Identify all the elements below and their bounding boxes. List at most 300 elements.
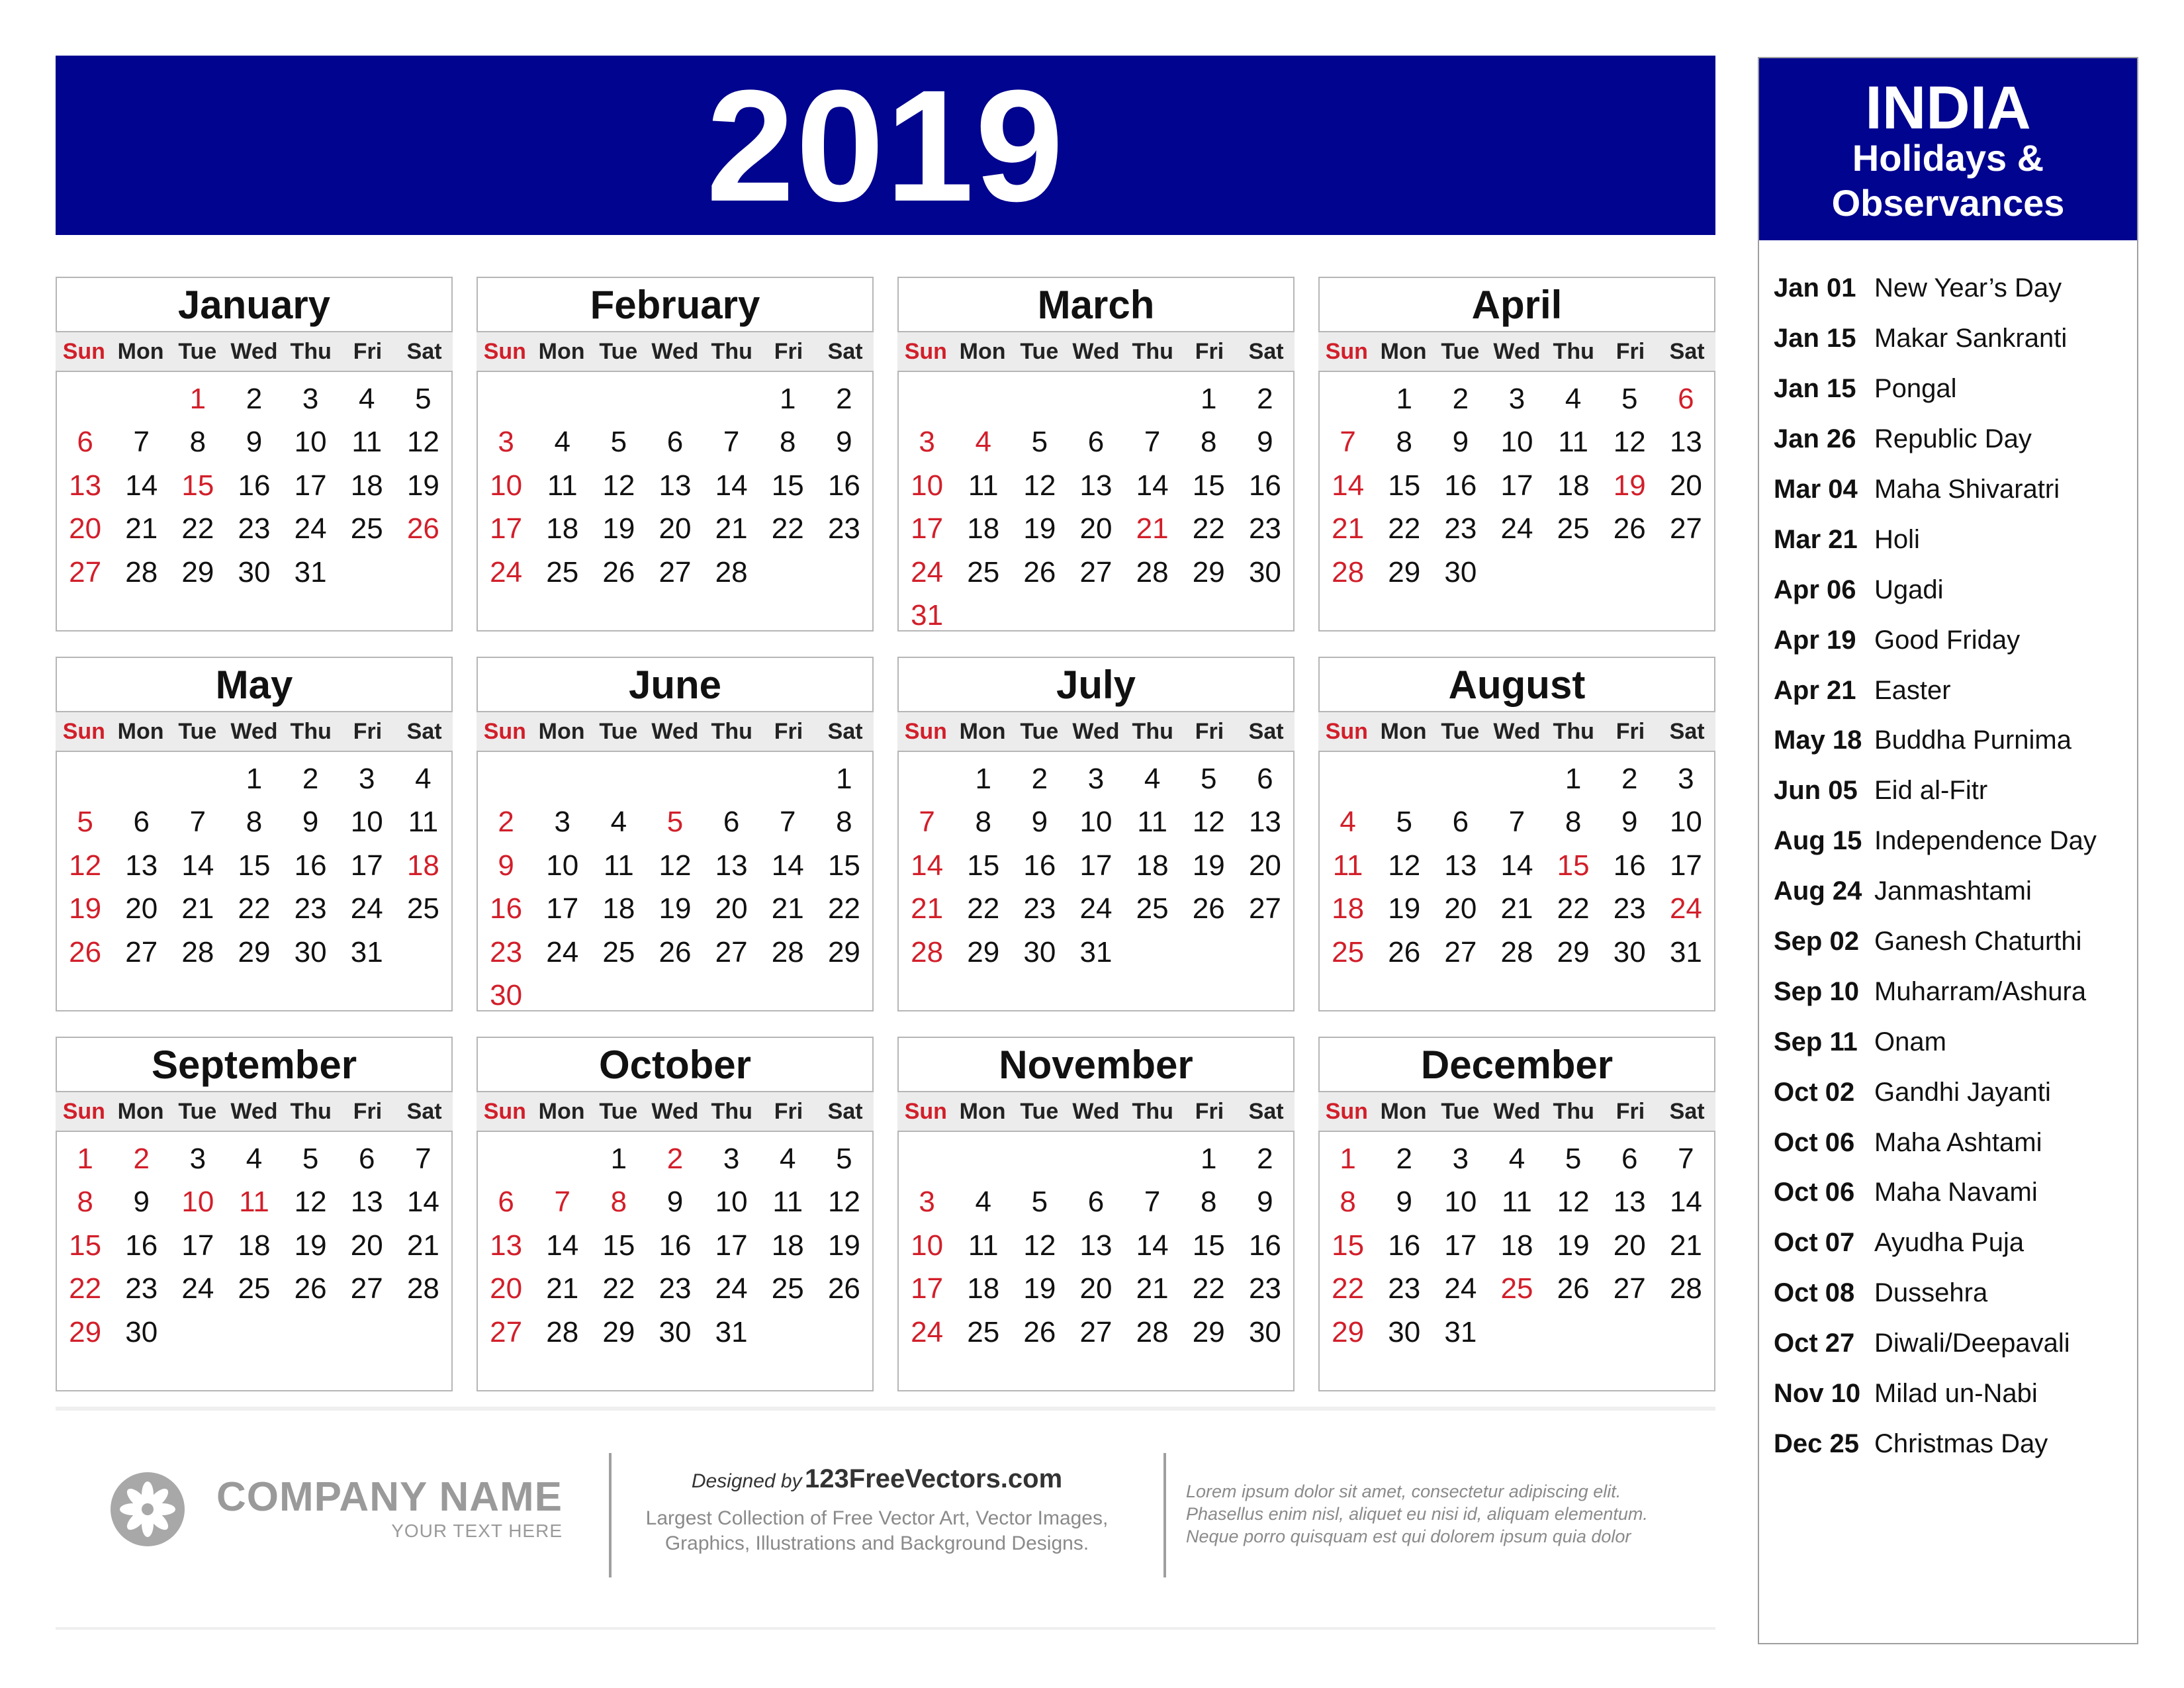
day-cell: 7 bbox=[1508, 806, 1525, 839]
day-cell: 26 bbox=[1557, 1272, 1590, 1305]
weekday-label: Wed bbox=[1072, 338, 1120, 364]
weekday-label: Thu bbox=[711, 1098, 752, 1124]
day-cell: 3 bbox=[359, 762, 375, 795]
day-grid bbox=[478, 377, 872, 594]
day-cell: 4 bbox=[610, 806, 627, 839]
day-cell: 7 bbox=[723, 426, 740, 459]
holiday-row bbox=[1759, 1017, 2137, 1067]
day-cell: 15 bbox=[1192, 1229, 1225, 1262]
weekday-header-row bbox=[56, 712, 453, 751]
holiday-name: Republic Day bbox=[1874, 424, 2032, 454]
weekday-label: Mon bbox=[959, 718, 1006, 744]
holiday-date: Aug 15 bbox=[1774, 826, 1862, 856]
day-blank bbox=[1011, 1137, 1068, 1181]
day-cell: 14 bbox=[1669, 1186, 1702, 1219]
day-cell: 12 bbox=[1023, 469, 1056, 502]
day-cell: 17 bbox=[1079, 849, 1113, 882]
day-cell: 4 bbox=[554, 426, 570, 459]
weekday-label: Tue bbox=[178, 338, 217, 364]
day-grid bbox=[57, 377, 451, 594]
weekday-label: Sun bbox=[904, 338, 947, 364]
day-cell: 11 bbox=[1502, 1186, 1532, 1219]
day-cell: 16 bbox=[827, 469, 860, 502]
holiday-row bbox=[1759, 665, 2137, 716]
day-cell: 23 bbox=[1388, 1272, 1421, 1305]
holiday-name: Gandhi Jayanti bbox=[1874, 1077, 2051, 1107]
day-cell: 1 bbox=[780, 382, 796, 415]
day-blank bbox=[1068, 1137, 1124, 1181]
day-cell: 14 bbox=[1136, 1229, 1169, 1262]
weekday-header-row bbox=[477, 332, 874, 371]
holiday-date: Jan 26 bbox=[1774, 424, 1856, 454]
day-blank bbox=[113, 757, 169, 801]
holiday-row bbox=[1759, 514, 2137, 565]
day-cell: 16 bbox=[125, 1229, 158, 1262]
designer-description-line: Largest Collection of Free Vector Art, Vector Images, bbox=[645, 1507, 1109, 1529]
day-cell: 20 bbox=[1613, 1229, 1646, 1262]
day-cell: 20 bbox=[715, 892, 748, 925]
holiday-date: Nov 10 bbox=[1774, 1379, 1861, 1409]
day-cell: 13 bbox=[350, 1186, 383, 1219]
weekday-label: Thu bbox=[1553, 338, 1594, 364]
day-cell: 8 bbox=[1201, 1186, 1217, 1219]
day-blank bbox=[899, 757, 955, 801]
weekday-label: Fri bbox=[353, 338, 383, 364]
weekday-label: Tue bbox=[1441, 1098, 1480, 1124]
weekday-header-row bbox=[1318, 1092, 1715, 1131]
day-grid bbox=[899, 757, 1293, 974]
day-blank bbox=[169, 757, 226, 801]
weekday-label: Wed bbox=[1072, 718, 1120, 744]
day-grid bbox=[1320, 757, 1714, 974]
day-cell: 17 bbox=[490, 512, 523, 545]
day-cell: 25 bbox=[967, 555, 1000, 588]
weekday-label: Tue bbox=[1020, 718, 1059, 744]
holiday-name: Ugadi bbox=[1874, 575, 1944, 604]
day-cell: 6 bbox=[1678, 382, 1694, 415]
day-cell: 4 bbox=[975, 426, 991, 459]
weekday-label: Sat bbox=[827, 1098, 863, 1124]
footer-divider-top bbox=[56, 1407, 1715, 1411]
weekday-label: Sun bbox=[62, 718, 105, 744]
month-title: January bbox=[56, 277, 453, 332]
day-cell: 18 bbox=[406, 849, 439, 882]
holiday-name: Makar Sankranti bbox=[1874, 324, 2068, 353]
day-cell: 7 bbox=[1144, 1186, 1161, 1219]
holiday-name: Maha Ashtami bbox=[1874, 1127, 2042, 1157]
day-cell: 9 bbox=[836, 426, 852, 459]
weekday-label: Wed bbox=[230, 718, 278, 744]
weekday-label: Sat bbox=[1669, 1098, 1705, 1124]
day-cell: 2 bbox=[1257, 1142, 1273, 1175]
day-cell: 3 bbox=[554, 806, 570, 839]
day-cell: 29 bbox=[238, 935, 271, 968]
day-cell: 11 bbox=[968, 469, 999, 502]
day-cell: 12 bbox=[1192, 806, 1225, 839]
holiday-row bbox=[1759, 414, 2137, 465]
day-cell: 19 bbox=[1023, 1272, 1056, 1305]
day-cell: 5 bbox=[1396, 806, 1412, 839]
day-cell: 4 bbox=[1144, 762, 1161, 795]
day-cell: 10 bbox=[911, 469, 944, 502]
month-may bbox=[56, 657, 453, 1011]
day-cell: 15 bbox=[238, 849, 271, 882]
weekday-label: Thu bbox=[1132, 1098, 1173, 1124]
weekday-label: Mon bbox=[117, 1098, 164, 1124]
month-november bbox=[897, 1037, 1295, 1391]
day-cell: 10 bbox=[350, 806, 383, 839]
day-cell: 19 bbox=[1023, 512, 1056, 545]
weekday-header-row bbox=[897, 332, 1295, 371]
day-cell: 29 bbox=[602, 1315, 635, 1348]
day-cell: 23 bbox=[238, 512, 271, 545]
day-cell: 16 bbox=[490, 892, 523, 925]
month-title: March bbox=[897, 277, 1295, 332]
day-cell: 20 bbox=[125, 892, 158, 925]
weekday-header-row bbox=[56, 332, 453, 371]
day-cell: 9 bbox=[1257, 1186, 1273, 1219]
weekday-label: Thu bbox=[290, 338, 332, 364]
day-cell: 11 bbox=[968, 1229, 999, 1262]
month-days-box bbox=[477, 371, 874, 632]
day-cell: 29 bbox=[827, 935, 860, 968]
day-cell: 15 bbox=[181, 469, 214, 502]
day-cell: 25 bbox=[350, 512, 383, 545]
weekday-header-row bbox=[56, 1092, 453, 1131]
day-cell: 14 bbox=[1500, 849, 1533, 882]
holiday-date: Mar 21 bbox=[1774, 524, 1858, 554]
month-title: February bbox=[477, 277, 874, 332]
day-cell: 21 bbox=[546, 1272, 579, 1305]
holiday-name: Good Friday bbox=[1874, 625, 2021, 655]
weekday-label: Tue bbox=[178, 1098, 217, 1124]
day-cell: 26 bbox=[659, 935, 692, 968]
day-cell: 14 bbox=[546, 1229, 579, 1262]
day-cell: 13 bbox=[715, 849, 748, 882]
day-cell: 30 bbox=[1613, 935, 1646, 968]
day-cell: 18 bbox=[967, 1272, 1000, 1305]
holiday-name: Buddha Purnima bbox=[1874, 726, 2071, 755]
day-cell: 4 bbox=[246, 1142, 263, 1175]
day-cell: 12 bbox=[294, 1186, 327, 1219]
weekday-header-row bbox=[897, 712, 1295, 751]
day-grid bbox=[57, 1137, 451, 1354]
year-title: 2019 bbox=[706, 56, 1065, 234]
holiday-date: Oct 02 bbox=[1774, 1077, 1855, 1107]
weekday-label: Thu bbox=[1553, 1098, 1594, 1124]
day-cell: 11 bbox=[772, 1186, 803, 1219]
day-cell: 2 bbox=[1031, 762, 1048, 795]
day-cell: 28 bbox=[546, 1315, 579, 1348]
holiday-date: Oct 06 bbox=[1774, 1127, 1855, 1157]
day-cell: 7 bbox=[415, 1142, 432, 1175]
day-cell: 23 bbox=[1023, 892, 1056, 925]
holiday-row bbox=[1759, 1218, 2137, 1268]
day-cell: 3 bbox=[723, 1142, 740, 1175]
day-cell: 2 bbox=[1621, 762, 1638, 795]
day-cell: 3 bbox=[919, 1186, 935, 1219]
day-cell: 2 bbox=[133, 1142, 150, 1175]
day-cell: 4 bbox=[1565, 382, 1582, 415]
day-blank bbox=[478, 377, 534, 421]
day-cell: 28 bbox=[771, 935, 804, 968]
weekday-label: Sat bbox=[1669, 718, 1705, 744]
month-days-box bbox=[56, 751, 453, 1011]
day-cell: 20 bbox=[490, 1272, 523, 1305]
day-cell: 1 bbox=[836, 762, 852, 795]
day-cell: 8 bbox=[1340, 1186, 1356, 1219]
day-cell: 27 bbox=[1669, 512, 1702, 545]
day-cell: 14 bbox=[771, 849, 804, 882]
weekday-label: Sat bbox=[827, 718, 863, 744]
day-cell: 10 bbox=[546, 849, 579, 882]
holiday-date: May 18 bbox=[1774, 726, 1862, 755]
holiday-row bbox=[1759, 716, 2137, 766]
day-cell: 3 bbox=[1678, 762, 1694, 795]
day-cell: 5 bbox=[415, 382, 432, 415]
day-grid bbox=[899, 1137, 1293, 1354]
footer-divider-left bbox=[609, 1453, 612, 1577]
day-cell: 26 bbox=[1613, 512, 1646, 545]
day-cell: 15 bbox=[1192, 469, 1225, 502]
day-cell: 28 bbox=[911, 935, 944, 968]
day-cell: 13 bbox=[125, 849, 158, 882]
day-blank bbox=[955, 377, 1011, 421]
day-cell: 5 bbox=[1565, 1142, 1582, 1175]
day-cell: 18 bbox=[771, 1229, 804, 1262]
day-cell: 28 bbox=[1500, 935, 1533, 968]
weekday-label: Tue bbox=[1020, 1098, 1059, 1124]
month-title: November bbox=[897, 1037, 1295, 1092]
day-cell: 21 bbox=[125, 512, 158, 545]
day-cell: 14 bbox=[1332, 469, 1365, 502]
day-blank bbox=[955, 1137, 1011, 1181]
day-cell: 22 bbox=[1557, 892, 1590, 925]
day-cell: 15 bbox=[602, 1229, 635, 1262]
month-april bbox=[1318, 277, 1715, 632]
weekday-header-row bbox=[477, 1092, 874, 1131]
day-cell: 5 bbox=[1201, 762, 1217, 795]
month-days-box bbox=[897, 751, 1295, 1011]
day-cell: 7 bbox=[780, 806, 796, 839]
day-cell: 19 bbox=[827, 1229, 860, 1262]
designer-site-link[interactable]: 123FreeVectors.com bbox=[805, 1464, 1063, 1493]
month-january bbox=[56, 277, 453, 632]
day-blank bbox=[760, 757, 816, 801]
day-cell: 15 bbox=[827, 849, 860, 882]
day-cell: 6 bbox=[1087, 426, 1105, 459]
day-cell: 14 bbox=[181, 849, 214, 882]
holiday-date: Oct 27 bbox=[1774, 1329, 1855, 1358]
day-cell: 2 bbox=[1452, 382, 1469, 415]
month-days-box bbox=[477, 751, 874, 1011]
day-cell: 12 bbox=[69, 849, 102, 882]
day-cell: 24 bbox=[294, 512, 327, 545]
day-cell: 22 bbox=[238, 892, 271, 925]
day-cell: 14 bbox=[911, 849, 944, 882]
day-cell: 31 bbox=[1444, 1315, 1477, 1348]
day-cell: 8 bbox=[780, 426, 796, 459]
holiday-date: Sep 02 bbox=[1774, 927, 1859, 957]
day-cell: 4 bbox=[1508, 1142, 1525, 1175]
day-cell: 23 bbox=[659, 1272, 692, 1305]
day-cell: 26 bbox=[1192, 892, 1225, 925]
day-cell: 25 bbox=[546, 555, 579, 588]
day-cell: 18 bbox=[546, 512, 579, 545]
day-blank bbox=[590, 377, 647, 421]
month-days-box bbox=[1318, 751, 1715, 1011]
day-cell: 13 bbox=[1079, 469, 1113, 502]
day-cell: 10 bbox=[1669, 806, 1702, 839]
weekday-label: Tue bbox=[1020, 338, 1059, 364]
weekday-label: Tue bbox=[1441, 338, 1480, 364]
day-cell: 27 bbox=[1444, 935, 1477, 968]
month-title: April bbox=[1318, 277, 1715, 332]
weekday-label: Wed bbox=[651, 338, 699, 364]
holiday-name: Dussehra bbox=[1874, 1278, 1988, 1308]
day-blank bbox=[57, 377, 113, 421]
day-cell: 25 bbox=[967, 1315, 1000, 1348]
day-cell: 21 bbox=[911, 892, 944, 925]
day-blank bbox=[1124, 377, 1181, 421]
day-blank bbox=[534, 757, 590, 801]
day-cell: 9 bbox=[302, 806, 319, 839]
day-cell: 2 bbox=[1396, 1142, 1412, 1175]
holiday-row bbox=[1759, 465, 2137, 515]
day-cell: 19 bbox=[69, 892, 102, 925]
day-cell: 9 bbox=[666, 1186, 684, 1219]
weekday-label: Thu bbox=[711, 718, 752, 744]
day-cell: 20 bbox=[1669, 469, 1702, 502]
holiday-name: Diwali/Deepavali bbox=[1874, 1329, 2070, 1358]
day-cell: 16 bbox=[294, 849, 327, 882]
holiday-row bbox=[1759, 766, 2137, 816]
day-cell: 22 bbox=[1192, 512, 1225, 545]
day-cell: 10 bbox=[715, 1186, 748, 1219]
day-cell: 22 bbox=[602, 1272, 635, 1305]
day-cell: 14 bbox=[125, 469, 158, 502]
day-cell: 8 bbox=[975, 806, 991, 839]
day-cell: 24 bbox=[350, 892, 383, 925]
day-cell: 15 bbox=[1388, 469, 1421, 502]
holiday-name: Pongal bbox=[1874, 374, 1957, 404]
day-cell: 29 bbox=[1557, 935, 1590, 968]
weekday-label: Tue bbox=[1441, 718, 1480, 744]
day-blank bbox=[1432, 757, 1488, 801]
day-cell: 1 bbox=[189, 382, 206, 415]
holiday-row bbox=[1759, 1268, 2137, 1319]
day-cell: 1 bbox=[975, 762, 991, 795]
day-cell: 15 bbox=[771, 469, 804, 502]
day-blank bbox=[57, 757, 113, 801]
day-cell: 30 bbox=[294, 935, 327, 968]
month-days-box bbox=[56, 371, 453, 632]
day-cell: 19 bbox=[659, 892, 692, 925]
lorem-text bbox=[1186, 1480, 1702, 1548]
month-march bbox=[897, 277, 1295, 632]
weekday-label: Sat bbox=[1669, 338, 1705, 364]
day-cell: 29 bbox=[1332, 1315, 1365, 1348]
day-cell: 27 bbox=[69, 555, 102, 588]
weekday-label: Fri bbox=[1615, 1098, 1645, 1124]
day-cell: 21 bbox=[1136, 1272, 1169, 1305]
day-cell: 20 bbox=[1444, 892, 1477, 925]
weekday-header-row bbox=[1318, 712, 1715, 751]
day-cell: 24 bbox=[911, 555, 944, 588]
day-cell: 16 bbox=[1248, 1229, 1281, 1262]
day-cell: 27 bbox=[659, 555, 692, 588]
day-cell: 23 bbox=[1248, 1272, 1281, 1305]
holidays-country: INDIA bbox=[1865, 74, 2031, 142]
weekday-label: Fri bbox=[1195, 338, 1224, 364]
holiday-row bbox=[1759, 1168, 2137, 1218]
day-cell: 26 bbox=[827, 1272, 860, 1305]
day-cell: 27 bbox=[350, 1272, 383, 1305]
day-cell: 28 bbox=[1669, 1272, 1702, 1305]
day-cell: 12 bbox=[1557, 1186, 1590, 1219]
day-cell: 19 bbox=[406, 469, 439, 502]
day-cell: 29 bbox=[1388, 555, 1421, 588]
day-cell: 21 bbox=[181, 892, 214, 925]
weekday-label: Sat bbox=[827, 338, 863, 364]
day-cell: 6 bbox=[359, 1142, 375, 1175]
day-cell: 26 bbox=[1023, 555, 1056, 588]
day-cell: 18 bbox=[350, 469, 383, 502]
footer-divider-bottom bbox=[56, 1627, 1715, 1630]
day-cell: 31 bbox=[1079, 935, 1113, 968]
day-cell: 30 bbox=[659, 1315, 692, 1348]
month-title: September bbox=[56, 1037, 453, 1092]
holiday-row bbox=[1759, 917, 2137, 967]
weekday-label: Fri bbox=[353, 718, 383, 744]
holiday-name: Ganesh Chaturthi bbox=[1874, 927, 2082, 957]
day-cell: 25 bbox=[238, 1272, 271, 1305]
day-cell: 19 bbox=[1613, 469, 1646, 502]
month-title: June bbox=[477, 657, 874, 712]
day-cell: 23 bbox=[1613, 892, 1646, 925]
day-cell: 31 bbox=[911, 599, 944, 632]
day-cell: 9 bbox=[1031, 806, 1048, 839]
holiday-row bbox=[1759, 816, 2137, 867]
day-cell: 10 bbox=[294, 426, 327, 459]
weekday-label: Sat bbox=[406, 718, 442, 744]
day-cell: 6 bbox=[1087, 1186, 1105, 1219]
day-cell: 21 bbox=[771, 892, 804, 925]
day-cell: 6 bbox=[77, 426, 93, 459]
day-cell: 21 bbox=[1332, 512, 1365, 545]
holiday-name: Holi bbox=[1874, 524, 1920, 554]
day-grid bbox=[1320, 377, 1714, 594]
day-cell: 20 bbox=[350, 1229, 383, 1262]
day-cell: 5 bbox=[836, 1142, 852, 1175]
day-cell: 24 bbox=[911, 1315, 944, 1348]
day-cell: 3 bbox=[302, 382, 319, 415]
weekday-label: Wed bbox=[1493, 718, 1541, 744]
day-cell: 6 bbox=[1621, 1142, 1638, 1175]
flower-icon bbox=[109, 1471, 186, 1548]
day-cell: 12 bbox=[1388, 849, 1421, 882]
day-cell: 3 bbox=[1087, 762, 1105, 795]
holiday-row bbox=[1759, 615, 2137, 665]
day-cell: 30 bbox=[1248, 555, 1281, 588]
weekday-label: Mon bbox=[117, 338, 164, 364]
day-grid bbox=[899, 377, 1293, 637]
day-cell: 26 bbox=[1023, 1315, 1056, 1348]
day-cell: 26 bbox=[406, 512, 439, 545]
lorem-line: Phasellus enim nisl, aliquet eu nisi id, aliquam elementum. bbox=[1186, 1504, 1648, 1524]
weekday-label: Sun bbox=[1325, 338, 1368, 364]
weekday-label: Sun bbox=[904, 718, 947, 744]
